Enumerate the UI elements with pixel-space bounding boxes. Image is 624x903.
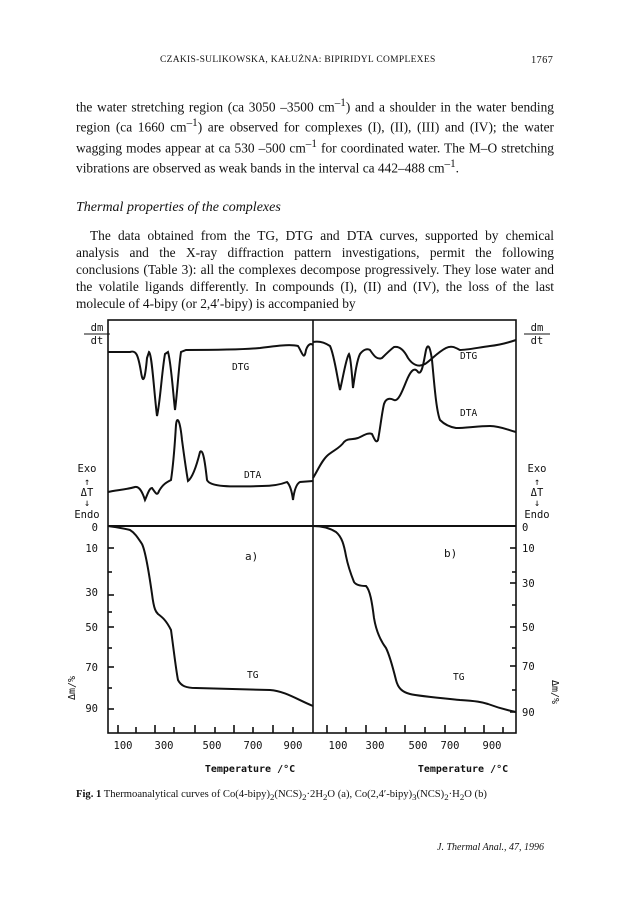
- endo-label-left: Endo: [74, 509, 100, 521]
- svg-text:↓: ↓: [533, 498, 541, 509]
- y-tick-label: 90: [522, 707, 535, 719]
- x-tick-label-a: 700: [243, 740, 263, 752]
- dtg-label-a: DTG: [232, 362, 250, 373]
- x-tick-label-b: 300: [365, 740, 385, 752]
- caption-text: Thermoanalytical curves of $Co(4-bipy)_2(NCS)_2\cdot 2H_2O$ (a), $Co(2,4'-bipy)_3(NCS)_2\cdot H_2O$ (b): [103, 789, 487, 803]
- dtg-label-b: DTG: [460, 351, 478, 362]
- svg-text:↓: ↓: [83, 498, 91, 509]
- figure-caption: [76, 789, 556, 802]
- y-tick-label: 10: [85, 543, 98, 555]
- tg-curve-b: [313, 526, 516, 712]
- thermoanalytical-figure: [0, 310, 624, 780]
- page-number: 1767: [531, 55, 554, 66]
- x-tick-label-a: 500: [202, 740, 222, 752]
- dta-curve-a: [108, 420, 313, 500]
- y-tick-label: 0: [91, 522, 98, 534]
- section-heading: Thermal properties of the complexes: [76, 200, 281, 215]
- x-axis-title-a: Temperature /°C: [204, 764, 296, 775]
- tg-curve-a: [108, 526, 313, 706]
- dta-curve-b: [313, 346, 516, 478]
- panel-label-a: a): [245, 550, 259, 563]
- dtg-curve-a: [108, 344, 313, 416]
- paragraph-2: [76, 227, 554, 312]
- x-tick-label-b: 700: [440, 740, 460, 752]
- paragraph-1: [76, 95, 554, 177]
- y-tick-label: 70: [522, 661, 535, 673]
- dt-denominator-right: dt: [530, 335, 544, 347]
- running-title: CZAKIS-SULIKOWSKA, KAŁUŻNA: BIPIRIDYL COMPLEXES: [160, 55, 436, 65]
- y-tick-label: 50: [522, 622, 535, 634]
- y-tick-label: 70: [85, 662, 98, 674]
- dta-label-a: DTA: [244, 470, 262, 481]
- paragraph-1-text: the water stretching region (ca 3050 –3500 $cm^{-1}$) and a shoulder in the water bending region (ca 1660 $cm^{-1}$) are observed for complexes (I), (II), (III) and (IV); the water wagging modes appear at ca 530 –500 $cm^{-1}$ for coordinated water. The M–O stretching vibrations are observed as weak bands in the interval ca 442–488 $cm^{-1}$.: [76, 97, 554, 176]
- y-tick-label: 30: [522, 578, 535, 590]
- y-tick-label: 10: [522, 543, 535, 555]
- x-tick-label-b: 900: [482, 740, 502, 752]
- svg-text:↑: ↑: [533, 477, 541, 488]
- journal-footer: J. Thermal Anal., 47, 1996: [437, 842, 545, 853]
- delta-t-label-right: ΔT: [530, 487, 544, 499]
- x-tick-label-a: 300: [154, 740, 174, 752]
- y-tick-label: 90: [85, 703, 98, 715]
- x-axis-title-b: Temperature /°C: [417, 764, 509, 775]
- exo-label-left: Exo: [77, 463, 97, 475]
- dm-percent-label-right: Δm/%: [549, 679, 560, 705]
- x-tick-label-a: 100: [113, 740, 133, 752]
- y-tick-label: 0: [522, 522, 529, 534]
- dtg-curve-b: [313, 340, 516, 390]
- dta-label-b: DTA: [460, 408, 478, 419]
- left-y-labels: [67, 322, 110, 715]
- x-tick-label-a: 900: [283, 740, 303, 752]
- x-tick-label-b: 500: [408, 740, 428, 752]
- panel-label-b: b): [444, 547, 458, 560]
- right-y-labels: [522, 322, 560, 719]
- dt-denominator-left: dt: [90, 335, 104, 347]
- tg-label-b: TG: [453, 672, 465, 683]
- tg-label-a: TG: [247, 670, 259, 681]
- y-tick-label: 50: [85, 622, 98, 634]
- dm-numerator-right: dm: [530, 322, 544, 334]
- endo-label-right: Endo: [524, 509, 550, 521]
- dm-numerator-left: dm: [90, 322, 104, 334]
- x-tick-label-b: 100: [328, 740, 348, 752]
- caption-label: Fig. 1: [76, 789, 102, 800]
- dm-percent-label-left: Δm/%: [67, 675, 78, 701]
- exo-label-right: Exo: [527, 463, 547, 475]
- running-header: [0, 55, 624, 71]
- y-tick-label: 30: [85, 587, 98, 599]
- svg-text:↑: ↑: [83, 477, 91, 488]
- paragraph-2-text: The data obtained from the TG, DTG and DTA curves, supported by chemical analysis and the X-ray diffraction pattern investigations, permit the following conclusions (Table 3): all the complexes decompose progressively. They lose water and the volatile ligands differently. In compounds (I), (II) and (IV), the loss of the last molecule of 4-bipy (or 2,4′-bipy) is accompanied by: [76, 228, 554, 311]
- delta-t-label-left: ΔT: [80, 487, 94, 499]
